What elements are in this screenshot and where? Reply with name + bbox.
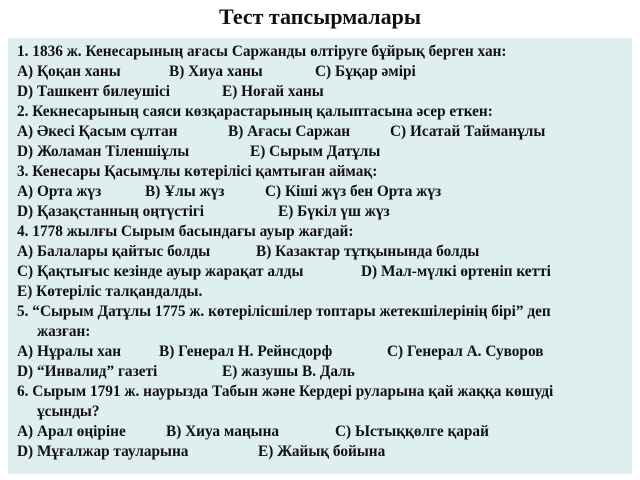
option-e: E) Бүкіл үш жүз: [278, 203, 390, 220]
question-4-options-row-2: [17, 262, 626, 282]
option-c: C) Бұқар әмірі: [315, 63, 416, 80]
question-5-options-row-2: [17, 362, 626, 382]
question-6: 6. Сырым 1791 ж. наурызда Табын және Кердері руларына қай жаққа көшуді: [17, 383, 554, 400]
option-a: A) Қоқан ханы: [17, 63, 121, 80]
option-b: B) Хиуа ханы: [169, 63, 263, 80]
option-c: C) Ыстыққөлге қарай: [335, 423, 489, 440]
option-c: C) Генерал А. Суворов: [387, 343, 544, 360]
question-3: 3. Кенесары Қасымұлы көтерілісі қамтыған аймақ:: [17, 163, 378, 180]
option-b: B) Ұлы жүз: [145, 183, 225, 200]
question-1: 1. 1836 ж. Кенесарының ағасы Саржанды өлтіруге бұйрық берген хан:: [17, 43, 507, 60]
question-4: 4. 1778 жылғы Сырым басындағы ауыр жағдай:: [17, 223, 354, 240]
question-6-options-row-1: [17, 422, 626, 442]
question-1-options-row-2: [17, 82, 626, 102]
option-d: D) Жоламан Тіленшіұлы: [17, 143, 190, 160]
question-1-options-row-1: [17, 62, 626, 82]
option-e: E) жазушы В. Даль: [222, 363, 355, 380]
option-e: E) Көтеріліс талқандалды.: [17, 283, 203, 300]
option-b: B) Казактар тұтқынында болды: [256, 243, 480, 260]
option-c: C) Қақтығыс кезінде ауыр жарақат алды: [17, 263, 304, 280]
option-c: C) Кіші жүз бен Орта жүз: [265, 183, 442, 200]
question-4-options-row-3: [17, 282, 626, 302]
question-6-options-row-2: [17, 442, 626, 462]
option-d: D) Мал-мүлкі өртеніп кетті: [361, 263, 551, 280]
question-2-options-row-2: [17, 142, 626, 162]
option-d: D) “Инвалид” газеті: [17, 363, 158, 380]
option-a: A) Нұралы хан: [17, 343, 122, 360]
option-a: A) Арал өңіріне: [17, 423, 126, 440]
question-4-options-row-1: [17, 242, 626, 262]
question-3-options-row-2: [17, 202, 626, 222]
page-title: Тест тапсырмалары: [218, 4, 422, 29]
option-b: B) Хиуа маңына: [166, 423, 280, 440]
question-5-continuation: жазған:: [37, 323, 91, 340]
question-2: 2. Кекнесарының саяси көзқарастарының қалыптасына әсер еткен:: [17, 103, 493, 120]
question-3-options-row-1: [17, 182, 626, 202]
option-e: E) Жайық бойына: [258, 443, 386, 460]
test-questions-panel: [8, 38, 632, 474]
question-6-continuation: ұсынды?: [37, 403, 100, 420]
option-b: B) Ағасы Саржан: [228, 123, 351, 140]
option-a: A) Орта жүз: [17, 183, 102, 200]
option-d: D) Қазақстанның оңтүстігі: [17, 203, 205, 220]
option-e: E) Сырым Датұлы: [250, 143, 381, 160]
option-b: B) Генерал Н. Рейнсдорф: [159, 343, 333, 360]
option-e: E) Ноғай ханы: [222, 83, 324, 100]
option-d: D) Мұғалжар тауларына: [17, 443, 189, 460]
option-a: A) Әкесі Қасым сұлтан: [17, 123, 178, 140]
option-a: A) Балалары қайтыс болды: [17, 243, 211, 260]
option-d: D) Ташкент билеушісі: [17, 83, 171, 100]
question-2-options-row-1: [17, 122, 626, 142]
option-c: C) Исатай Тайманұлы: [390, 123, 546, 140]
question-5-options-row-1: [17, 342, 626, 362]
question-5: 5. “Сырым Датұлы 1775 ж. көтерілісшілер топтары жетекшілерінің бірі” деп: [17, 303, 551, 320]
